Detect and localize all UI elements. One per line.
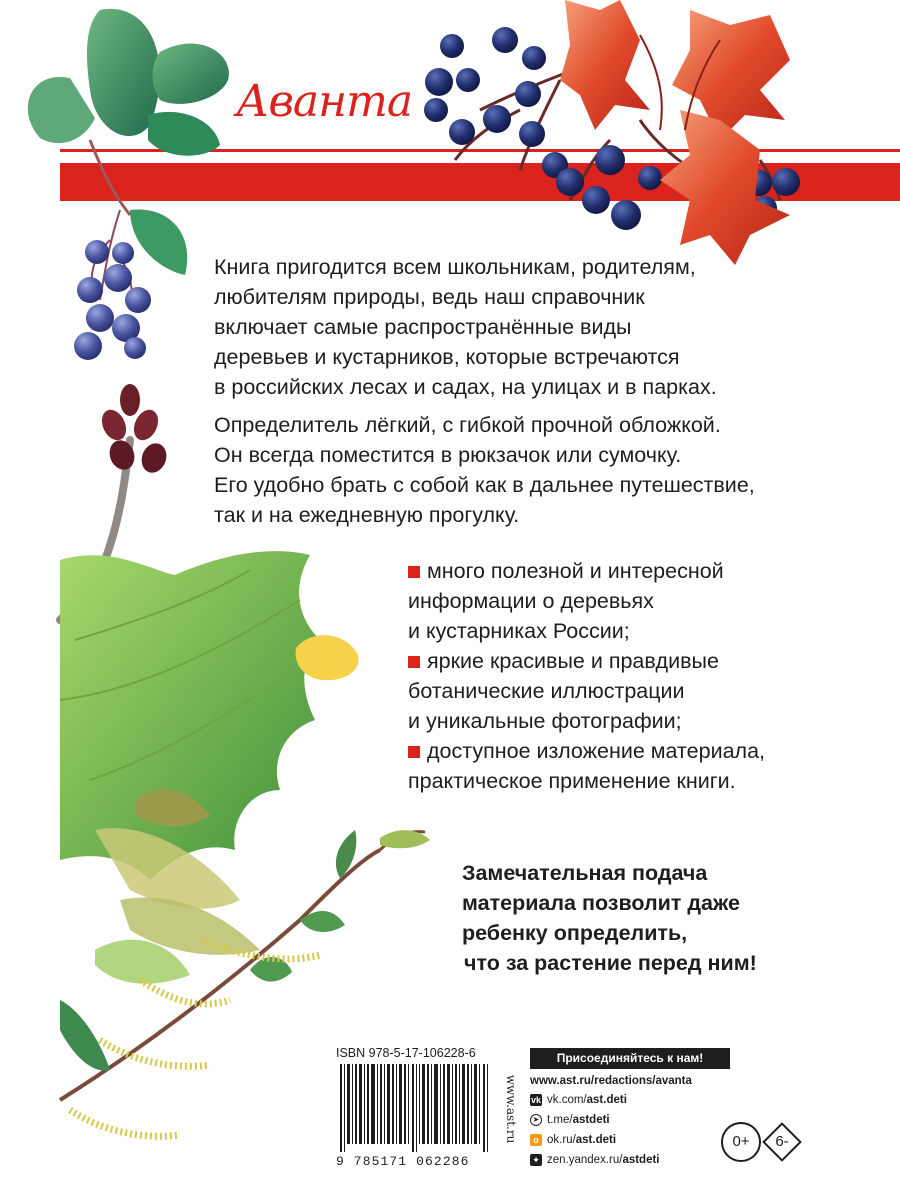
age-circle-label: 0+	[732, 1133, 750, 1150]
text-line: в российских лесах и садах, на улицах и в парках.	[214, 375, 717, 399]
text-line: Книга пригодится всем школьникам, родителям,	[214, 255, 696, 279]
publisher-logo	[222, 66, 413, 136]
feature-list	[408, 556, 788, 796]
vk-handle: ast.deti	[586, 1093, 627, 1106]
join-us-banner: Присоединяйтесь к нам!	[530, 1048, 730, 1069]
closing-statement	[462, 858, 757, 978]
social-links	[530, 1048, 730, 1167]
text-line: Его удобно брать с собой как в дальнее путешествие,	[214, 473, 755, 497]
text-line: что за растение перед ним!	[464, 951, 757, 975]
social-link-zen[interactable]	[530, 1152, 730, 1167]
feature-item	[408, 646, 788, 736]
description-paragraph-1	[214, 252, 717, 402]
text-line: доступное изложение материала,	[427, 739, 766, 763]
feature-item	[408, 736, 788, 796]
description-paragraph-2	[214, 410, 755, 530]
zen-handle: astdeti	[622, 1153, 660, 1166]
text-line: и уникальные фотографии;	[408, 709, 682, 733]
text-line: информации о деревьях	[408, 589, 654, 613]
text-line: Он всегда поместится в рюкзачок или сумочку.	[214, 443, 682, 467]
text-line: деревьев и кустарников, которые встречаются	[214, 345, 680, 369]
isbn-block	[336, 1046, 506, 1170]
website-vertical	[500, 1056, 518, 1166]
vk-prefix: vk.com/	[547, 1093, 587, 1106]
tg-handle: astdeti	[572, 1113, 610, 1126]
text-line: Определитель лёгкий, с гибкой прочной обложкой.	[214, 413, 721, 437]
ok-prefix: ok.ru/	[547, 1133, 576, 1146]
social-link-ok[interactable]	[530, 1132, 730, 1147]
text-line: и кустарниках России;	[408, 619, 630, 643]
text-line: Замечательная подача	[462, 861, 708, 885]
text-line: материала позволит даже	[462, 891, 740, 915]
age-rating-diamond	[762, 1122, 804, 1162]
top-left-leaves	[28, 9, 229, 275]
bullet-square-icon	[408, 566, 420, 578]
age-diamond-label: 6-	[775, 1133, 789, 1150]
bullet-square-icon	[408, 656, 420, 668]
text-line: включает самые распространённые виды	[214, 315, 632, 339]
yellow-leaf	[296, 635, 359, 680]
bullet-square-icon	[408, 746, 420, 758]
publisher-site-link[interactable]: www.ast.ru/redactions/avanta	[530, 1075, 692, 1087]
zen-prefix: zen.yandex.ru/	[547, 1153, 623, 1166]
text-line: любителям природы, ведь наш справочник	[214, 285, 645, 309]
ok-handle: ast.deti	[575, 1133, 617, 1146]
tg-prefix: t.me/	[547, 1113, 573, 1126]
barcode-digits: 9 785171 062286	[336, 1154, 470, 1169]
text-line: так и на ежедневную прогулку.	[214, 503, 520, 527]
text-line: ребенку определить,	[462, 921, 688, 945]
ok-icon: o	[530, 1134, 542, 1146]
text-line: практическое применение книги.	[408, 769, 736, 793]
text-line: яркие красивые и правдивые	[427, 649, 719, 673]
vk-icon: vk	[530, 1094, 541, 1105]
website-vertical-text: www.ast.ru	[504, 1074, 518, 1144]
age-rating-circle	[721, 1122, 763, 1162]
social-link-vk[interactable]	[530, 1092, 730, 1107]
social-link-telegram[interactable]	[530, 1112, 730, 1127]
logo-text: Аванта	[236, 76, 413, 127]
red-autumn-leaves	[560, 0, 790, 265]
barcode-icon	[336, 1064, 496, 1152]
zen-icon: ✦	[530, 1154, 542, 1166]
telegram-icon: ➤	[530, 1114, 542, 1126]
isbn-number: ISBN 978-5-17-106228-6	[336, 1046, 476, 1060]
text-line: много полезной и интересной	[427, 559, 724, 583]
text-line: ботанические иллюстрации	[408, 679, 685, 703]
feature-item	[408, 556, 788, 646]
